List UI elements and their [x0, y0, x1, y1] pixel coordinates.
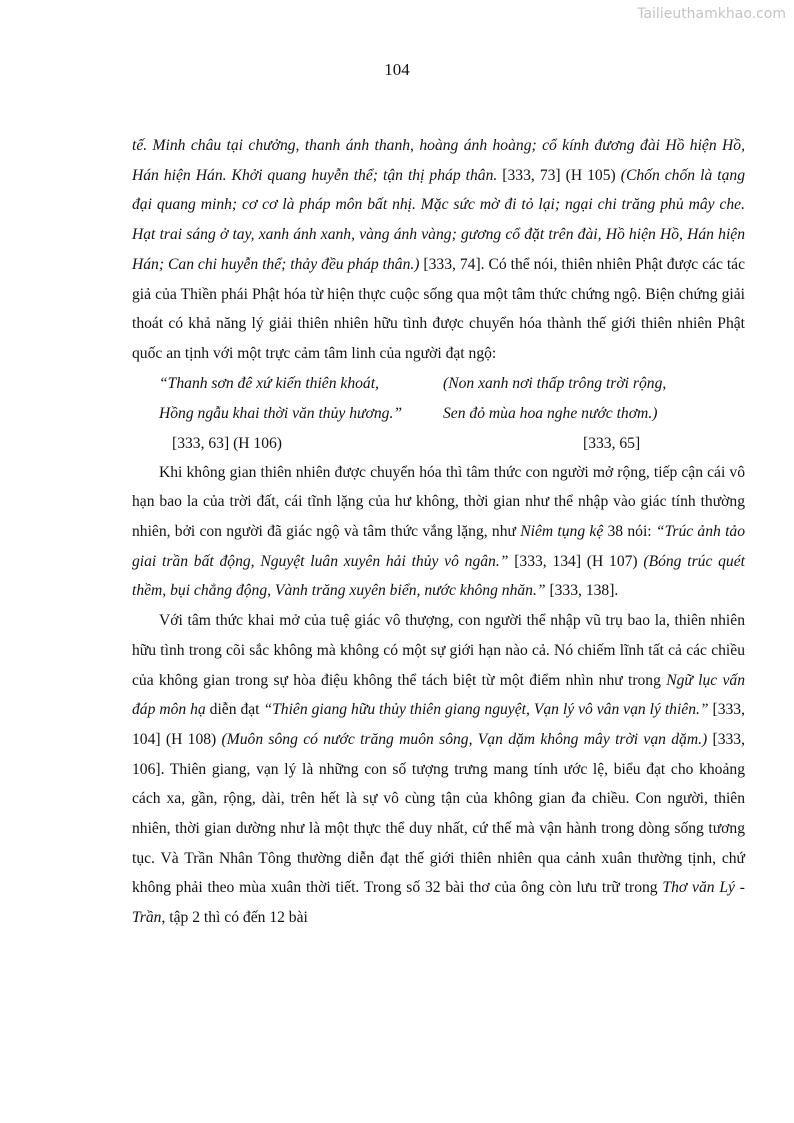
italic-text: Ngữ lục vấn đáp môn hạ: [132, 671, 745, 719]
italic-text: Hồng ngẫu khai thời văn thủy hương.”: [159, 404, 403, 422]
poem-block: [132, 369, 745, 458]
page-number: 104: [384, 60, 410, 79]
poem-right-line-2: [443, 399, 657, 429]
text-span: Khi không gian thiên nhiên được chuyển hóa thì tâm thức con người mở rộng, tiếp cận cái vô hạn bao la của trời đất, cái tĩnh lặng của hư không, thời gian như thể nhập vào giác tính thường nhiên, bởi con người đã giác ngộ và tâm thức vắng lặng, như: [132, 463, 745, 541]
text-span: [333, 138].: [545, 582, 619, 600]
italic-text: Niêm tụng kệ: [520, 523, 604, 541]
text-span: [333, 73] (H 105): [497, 166, 621, 184]
poem-left-line-2: [159, 399, 402, 429]
text-span: 38 nói:: [603, 523, 656, 541]
text-span: [333, 74]. Có thể nói, thiên nhiên Phật được các tác giả của Thiền phái Phật hóa từ hiện thực cuộc sống qua một tâm thức chứng ngộ. Biện chứng giải thoát có khả năng lý giải thiên nhiên hữu tình được chuyển hóa thành thế giới thiên nhiên Phật quốc an tịnh với một trực cảm tâm linh của người đạt ngộ:: [132, 255, 745, 362]
text-span: [333, 104] (H 108): [132, 701, 745, 748]
paragraph-1: [132, 131, 745, 369]
poem-right-line-1: [443, 369, 666, 399]
italic-text: “Thiên giang hữu thủy thiên giang nguyệt, Vạn lý vô vân vạn lý thiên.”: [263, 701, 709, 719]
italic-text: (Non xanh nơi thấp trông trời rộng,: [443, 374, 667, 392]
watermark-text: Tailieuthamkhao.com: [637, 6, 786, 22]
text-span: Với tâm thức khai mở của tuệ giác vô thượng, con người thể nhập vũ trụ bao la, thiên nhiên hữu tình trong cõi sắc không mà không có một sự giới hạn nào cả. Nó chiếm lĩnh tất cả các chiều của không gian trong sự hòa điệu không thể tách biệt từ một điểm nhìn như trong: [132, 612, 745, 689]
paragraph-3: [132, 606, 745, 933]
italic-text: Thơ văn Lý - Trần: [132, 879, 745, 927]
italic-text: “Trúc ảnh tảo giai trần bất động, Nguyệt luân xuyên hải thủy vô ngân.”: [132, 523, 745, 570]
poem-right-reference: [333, 65]: [583, 434, 641, 452]
italic-text: “Thanh sơn đê xứ kiến thiên khoát,: [159, 374, 379, 392]
document-body: [132, 131, 745, 933]
italic-text: (Muôn sông có nước trăng muôn sông, Vạn dặm không mây trời vạn dặm.): [221, 730, 708, 748]
text-span: diễn đạt: [205, 701, 264, 719]
text-span: [333, 106]. Thiên giang, vạn lý là những con số tượng trưng mang tính ước lệ, biểu đạt cho khoảng cách xa, gần, rộng, dài, trên hết là sự vô cùng tận của không gian đa chiều. Con người, thiên nhiên, thời gian dường như là một thực thể duy nhất, cứ thế mà vận hành trong dòng sống tương tục. Và Trần Nhân Tông thường diễn đạt thế giới thiên nhiên qua cảnh xuân thường tịnh, chứ không phải theo mùa xuân thời tiết. Trong số 32 bài thơ của ông còn lưu trữ trong: [132, 730, 745, 897]
paragraph-2: [132, 458, 745, 607]
italic-text: Sen đỏ mùa hoa nghe nước thơm.): [443, 404, 658, 422]
poem-left-line-1: [159, 369, 379, 399]
italic-text: tế. Minh châu tại chưởng, thanh ánh thanh, hoàng ánh hoàng; cổ kính đương đài Hồ hiện Hồ, Hán hiện Hán. Khởi quang huyễn thể; tận thị pháp thân.: [132, 137, 745, 184]
text-span: [333, 134] (H 107): [508, 552, 644, 570]
text-span: , tập 2 thì có đến 12 bài: [161, 909, 308, 927]
poem-left-reference: [333, 63] (H 106): [172, 434, 283, 452]
italic-text: (Chốn chốn là tạng đại quang minh; cơ cơ là pháp môn bất nhị. Mặc sức mờ đi tỏ lại; ngại chi trăng phủ mây che. Hạt trai sáng ở tay, xanh ánh xanh, vàng ánh vàng; gương cổ đặt trên đài, Hồ hiện Hồ, Hán hiện Hán; Can chi huyễn thể; thảy đều pháp thân.): [132, 166, 745, 273]
italic-text: (Bóng trúc quét thềm, bụi chẳng động, Vành trăng xuyên biển, nước không nhăn.”: [132, 552, 745, 600]
